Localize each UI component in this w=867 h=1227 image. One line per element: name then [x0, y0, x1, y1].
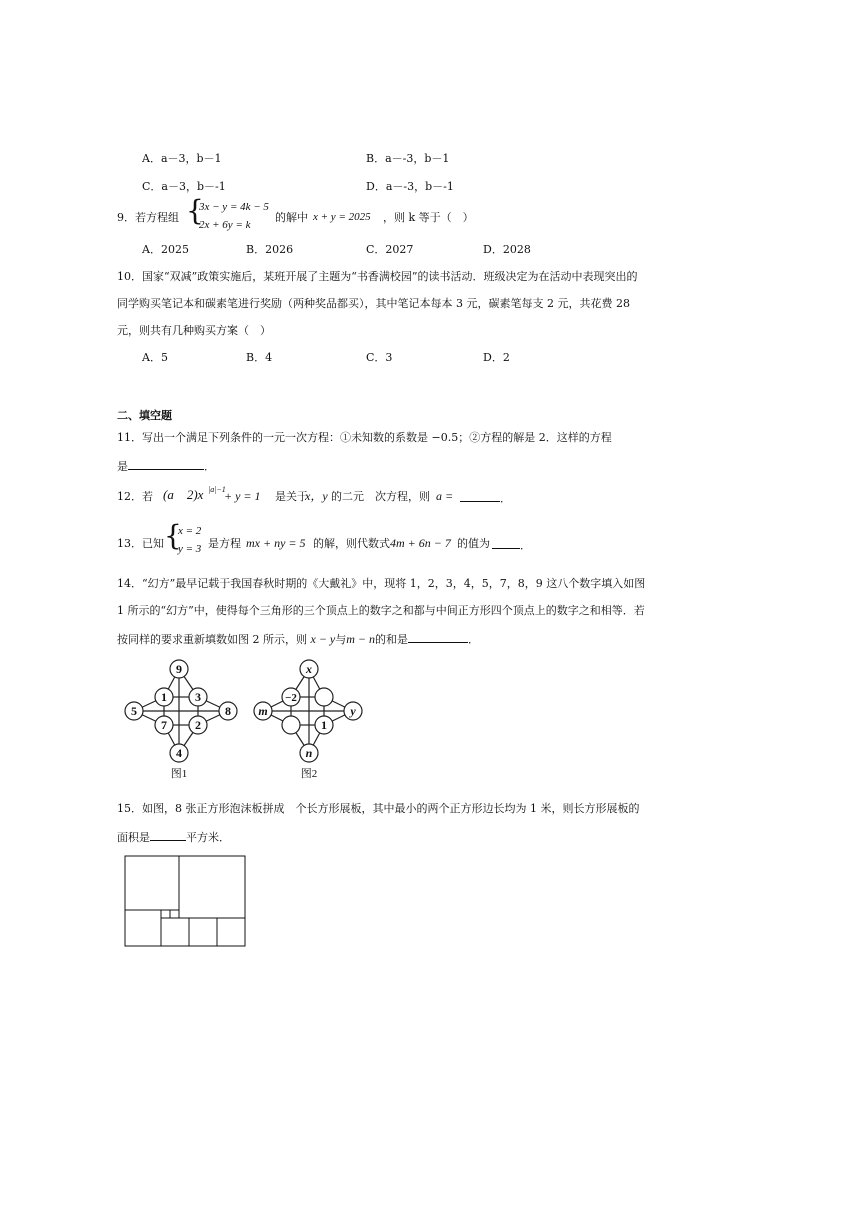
q13-mid-2: 的解，则代数式 [313, 537, 390, 550]
q14-figures [118, 655, 368, 780]
q13-mid: 是方程 [208, 537, 241, 550]
q12-expression-rest: + y = 1 [224, 489, 261, 503]
q9-system-brace: { [186, 194, 204, 227]
q14-answer-blank[interactable] [408, 631, 468, 643]
fig2-square-top-left: −2 [285, 692, 297, 704]
square-bottom-mid-2 [189, 918, 217, 946]
q13-equation-1: x = 2 [178, 525, 202, 537]
fig2-right: y [350, 704, 356, 718]
q10-option-a: A．5 [142, 351, 168, 364]
q13-prefix: 13．已知 [117, 537, 164, 550]
fig2-square-bottom-right: 1 [321, 718, 327, 732]
square-large-left [125, 856, 179, 910]
q8-option-a: A．a－3，b－1 [142, 152, 222, 165]
q9-equation-2: 2x + 6y = k [199, 219, 251, 231]
q10-option-d: D．2 [483, 351, 510, 364]
q13-equation-2: y = 3 [178, 543, 202, 555]
q12-answer-line [460, 490, 511, 506]
q8-option-b: B．a－-3，b－1 [366, 152, 450, 165]
fig2-top: x [306, 662, 312, 676]
board-outline [125, 856, 245, 946]
q14-line-1: 14．“幻方”最早记载于我国春秋时期的《大戴礼》中，现将 1，2，3，4，5，7，8，9 这八个数字填入如图 [117, 577, 646, 590]
fig1-square-bottom-left: 7 [161, 718, 167, 732]
q9-equation-1: 3x − y = 4k − 5 [199, 201, 269, 213]
q9-option-b: B．2026 [246, 243, 294, 256]
q9-prefix: 9．若方程组 [117, 211, 179, 224]
fig1-caption: 图1 [170, 768, 188, 780]
q12-expression: (a 2)x [163, 487, 204, 502]
q14-end: ． [468, 633, 480, 646]
square-bottom-right [217, 918, 245, 946]
square-large-right [179, 856, 245, 918]
fig1-square-top-left: 1 [161, 690, 167, 704]
q9-suffix: ，则 k 等于（ ） [383, 211, 474, 224]
q12-answer-blank[interactable] [460, 490, 500, 502]
q12-exponent: |a|−1 [208, 485, 226, 494]
q10-line-3: 元，则共有几种购买方案（ ） [117, 324, 271, 337]
q9-option-d: D．2028 [483, 243, 531, 256]
q11-line-2-prefix: 是 [117, 460, 128, 473]
section-2-title: 二、填空题 [117, 409, 172, 422]
q9-option-c: C．2027 [366, 243, 414, 256]
fig1-square-bottom-right: 2 [195, 718, 201, 732]
q8-option-c: C．a－3，b－-1 [142, 180, 226, 193]
fig2-bottom: n [305, 746, 313, 760]
q15-answer-blank[interactable] [150, 829, 186, 841]
q14-line-3-suffix: 的和是 [375, 633, 409, 646]
q14-line-3-prefix: 按同样的要求重新填数如图 2 所示，则 [117, 633, 307, 646]
q14-line-2: 1 所示的“幻方”中，使得每个三角形的三个顶点上的数字之和都与中间正方形四个顶点上的数字之和相等．若 [117, 604, 645, 617]
q8-option-d: D．a－-3，b－-1 [366, 180, 454, 193]
q12-variables: x，y [305, 489, 328, 503]
q12-mid: 是关于 [275, 490, 308, 503]
fig1-right: 8 [225, 704, 231, 718]
q15-line-2 [117, 829, 230, 845]
q13-end: ． [520, 539, 531, 552]
fig2-caption: 图2 [300, 768, 318, 780]
q14-expr-2: m − n [346, 632, 376, 646]
q13-answer-blank[interactable] [492, 537, 520, 549]
q11-line-2 [117, 458, 215, 474]
q13-answer-line [492, 537, 531, 553]
fig2-left: m [258, 704, 268, 718]
q9-option-a: A．2025 [142, 243, 189, 256]
q9-mid: 的解中 [275, 211, 308, 224]
fig1-bottom: 4 [176, 746, 182, 760]
q10-line-2: 同学购买笔记本和碳素笔进行奖励（两种奖品都买），其中笔记本每本 3 元，碳素笔每支 2 元，共花费 28 [117, 297, 630, 310]
fig1-top: 9 [176, 662, 182, 676]
q15-rectangle-figure [124, 855, 248, 949]
q14-expr-1: x − y [310, 632, 336, 646]
q12-prefix: 12．若 [117, 490, 153, 503]
q15-line-2-prefix: 面积是 [117, 831, 150, 844]
fig1-left: 5 [131, 704, 137, 718]
square-bottom-mid-1 [161, 918, 189, 946]
q13-suffix: 的值为 [457, 537, 490, 550]
q12-mid-2: 的二元 次方程，则 [331, 490, 430, 503]
fig1-square-top-right: 3 [195, 690, 201, 704]
square-bottom-left [125, 910, 161, 946]
q11-line-1: 11．写出一个满足下列条件的一元一次方程：①未知数的系数是 −0.5；②方程的解是 2．这样的方程 [117, 431, 612, 444]
square-small-2 [170, 910, 179, 918]
q10-option-b: B．4 [246, 351, 273, 364]
q14-mid: 与 [335, 633, 347, 646]
q15-line-2-suffix: 平方米． [186, 831, 230, 844]
q13-equation: mx + ny = 5 [246, 536, 306, 550]
q11-line-2-suffix: ． [204, 460, 215, 473]
q14-line-3 [117, 631, 479, 647]
q9-condition: x + y = 2025 [313, 211, 371, 223]
q10-option-c: C．3 [366, 351, 393, 364]
q12-answer-var: a = [436, 489, 454, 503]
q10-line-1: 10．国家“双减”政策实施后，某班开展了主题为“书香满校园”的读书活动．班级决定为在活动中表现突出的 [117, 270, 638, 283]
q15-line-1: 15．如图，8 张正方形泡沫板拼成 个长方形展板，其中最小的两个正方形边长均为 1 米，则长方形展板的 [117, 802, 640, 815]
q13-system-brace: { [164, 519, 182, 552]
q12-suffix: ． [500, 492, 511, 505]
q11-answer-blank[interactable] [128, 458, 204, 470]
q13-expression: 4m + 6n − 7 [390, 536, 451, 550]
square-small-1 [161, 910, 170, 918]
